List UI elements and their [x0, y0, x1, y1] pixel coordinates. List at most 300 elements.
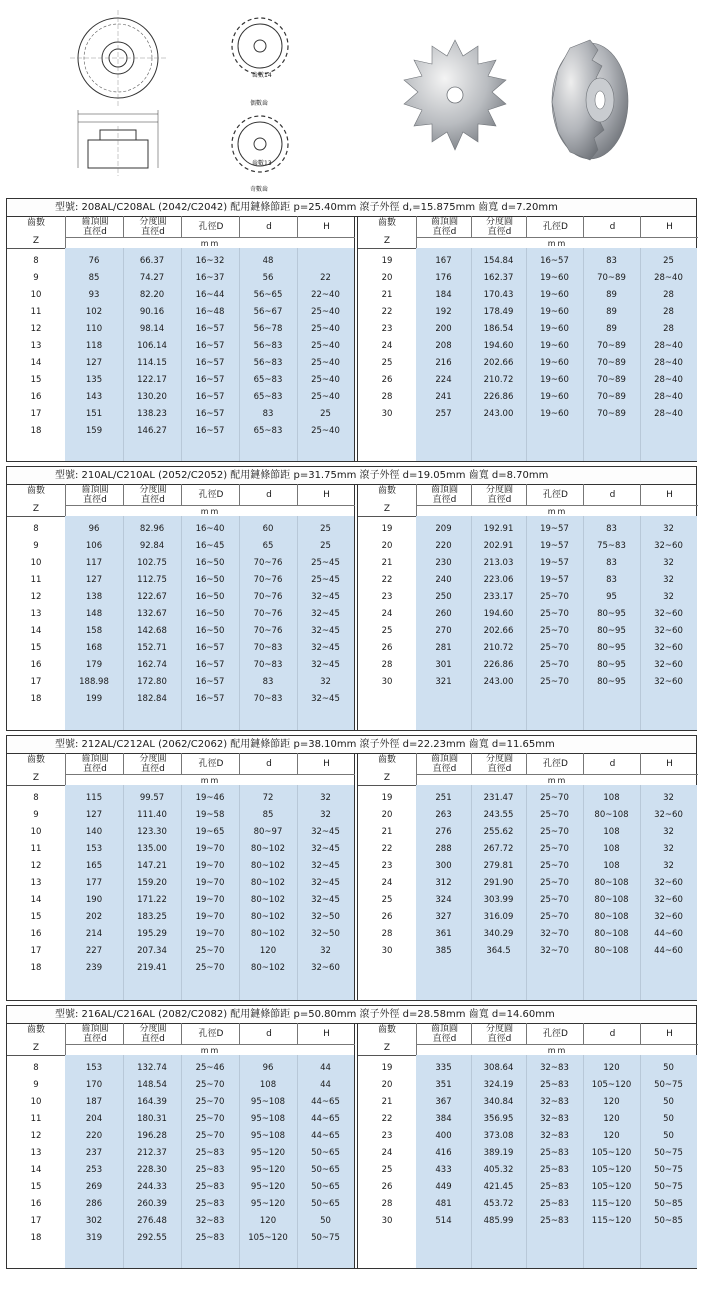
table-header — [7, 216, 354, 249]
table-row — [7, 606, 354, 623]
hub-h: 50~75 — [654, 1080, 683, 1090]
even-teeth-caption: 偶數齒 — [250, 100, 269, 107]
outer-diameter: 188.98 — [79, 677, 109, 687]
header-line: Z — [383, 1043, 391, 1053]
hub-d: 70~89 — [597, 375, 626, 385]
section-title: 型號: 216AL/C216AL (2082/C2082) 配用鏈條節距 p=50.80mm 滾子外徑 d=28.58mm 齒寬 d=14.60mm — [7, 1006, 696, 1024]
teeth-z: 14 — [30, 358, 42, 368]
teeth-header-text — [27, 755, 45, 783]
table-row — [358, 406, 697, 423]
hub-d: 105~120 — [248, 1233, 288, 1243]
pitch-diameter: 148.54 — [137, 1080, 167, 1090]
hub-h: 50 — [663, 1063, 674, 1073]
table-row — [358, 1162, 697, 1179]
sprocket-photo-side — [540, 36, 650, 166]
hub-d: 108 — [603, 861, 620, 871]
header-line: d — [266, 489, 272, 500]
bore-d: 25~83 — [195, 1148, 225, 1158]
pitch-diameter: 485.99 — [483, 1216, 514, 1226]
teeth-z: 13 — [30, 1148, 42, 1158]
header-line: 直徑d — [432, 494, 457, 505]
hub-d: 80~102 — [250, 895, 286, 905]
bore-header — [526, 216, 584, 237]
hub-h: 32 — [320, 793, 331, 803]
spec-table-section — [6, 735, 697, 1001]
bore-header — [181, 484, 240, 505]
hub-h: 32 — [663, 592, 674, 602]
teeth-z: 26 — [381, 643, 393, 653]
outer-diameter: 312 — [435, 878, 452, 888]
table-row — [358, 909, 697, 926]
hub-d: 65 — [262, 541, 274, 551]
table-row — [7, 372, 354, 389]
hub-h: 25 — [320, 524, 331, 534]
header-line: 分度圓 — [139, 1023, 167, 1034]
header-line: 孔徑D — [198, 1028, 224, 1039]
hub-d: 83 — [606, 575, 617, 585]
outer-diameter: 385 — [435, 946, 452, 956]
bore-d: 32~83 — [540, 1114, 569, 1124]
hub-d: 70~76 — [253, 575, 283, 585]
pitch-diameter: 135.00 — [137, 844, 167, 854]
teeth-z: 23 — [381, 592, 393, 602]
hub-h: 50 — [320, 1216, 331, 1226]
pitch-diameter: 219.41 — [137, 963, 167, 973]
outer-diameter: 208 — [435, 341, 452, 351]
header-line: 齒數 — [377, 755, 396, 765]
header-line: 孔徑D — [543, 221, 568, 232]
pitch-diameter: 171.22 — [137, 895, 167, 905]
pitch-diameter: 132.67 — [137, 609, 167, 619]
bore-d: 16~57 — [195, 358, 225, 368]
header-line: 直徑d — [141, 226, 165, 237]
table-row — [7, 1145, 354, 1162]
bore-d: 25~70 — [540, 912, 569, 922]
teeth-z: 22 — [381, 575, 393, 585]
outer-diameter: 351 — [435, 1080, 452, 1090]
outer-diameter: 153 — [85, 844, 103, 854]
table-row — [358, 892, 697, 909]
hub-h: 32~45 — [311, 626, 340, 636]
hub-h: 32 — [663, 793, 674, 803]
hub-d: 56~83 — [253, 358, 283, 368]
table-rows — [358, 1056, 697, 1230]
bore-d: 25~70 — [195, 963, 225, 973]
header-line: 孔徑D — [543, 1028, 568, 1039]
pitch-diameter-header — [471, 753, 527, 774]
header-illustrations — [0, 0, 707, 192]
teeth-z: 11 — [30, 575, 42, 585]
outer-diameter: 148 — [85, 609, 103, 619]
bore-d: 25~83 — [195, 1199, 225, 1209]
teeth-header — [358, 484, 416, 516]
pitch-diameter-header — [471, 1023, 527, 1044]
header-line: 孔徑D — [198, 221, 224, 232]
bore-d: 16~57 — [195, 375, 225, 385]
bore-d: 19~60 — [540, 324, 569, 334]
hub-d: 80~108 — [594, 912, 629, 922]
hub-h: 50~65 — [311, 1165, 340, 1175]
outer-diameter: 153 — [85, 1063, 103, 1073]
hub-d: 56~78 — [253, 324, 283, 334]
table-row — [7, 555, 354, 572]
d-header-text — [266, 222, 272, 232]
pitch-diameter: 170.43 — [483, 290, 514, 300]
header-line: d — [266, 1028, 272, 1039]
outer-diameter-header — [65, 753, 124, 774]
table-row — [7, 253, 354, 270]
hub-d: 80~108 — [594, 929, 629, 939]
hub-d: 75~83 — [597, 541, 626, 551]
outer-diameter-header — [416, 484, 472, 505]
header-line: d — [609, 221, 616, 232]
hub-h: 25 — [663, 256, 674, 266]
table-header — [7, 484, 354, 517]
teeth-z: 24 — [381, 1148, 393, 1158]
header-line: Z — [32, 773, 40, 783]
pitch-diameter: 180.31 — [137, 1114, 167, 1124]
header-line: H — [323, 1028, 330, 1039]
outer-diameter: 319 — [85, 1233, 103, 1243]
teeth-z: 19 — [381, 524, 393, 534]
h-header — [640, 484, 698, 505]
hub-d: 70~83 — [253, 694, 283, 704]
teeth-z: 9 — [33, 1080, 39, 1090]
outer-diameter: 200 — [435, 324, 452, 334]
hub-d: 120 — [259, 1216, 277, 1226]
pitch-diameter: 202.66 — [483, 626, 514, 636]
bore-d: 16~50 — [195, 575, 225, 585]
teeth-z: 15 — [30, 912, 42, 922]
bore-d: 25~70 — [195, 946, 225, 956]
table-row — [7, 960, 354, 977]
hub-h — [297, 253, 354, 270]
header-line: d — [609, 1028, 616, 1039]
teeth-z: 8 — [33, 524, 39, 534]
outer-diameter: 168 — [85, 643, 103, 653]
table-row — [358, 807, 697, 824]
bore-d: 16~48 — [195, 307, 225, 317]
hub-d: 56~65 — [253, 290, 283, 300]
pitch-diameter: 138.23 — [137, 409, 167, 419]
d-header — [239, 484, 298, 505]
pitch-diameter: 82.20 — [139, 290, 165, 300]
table-row — [358, 253, 697, 270]
pitch-diameter: 202.91 — [483, 541, 514, 551]
section-title: 型號: 210AL/C210AL (2052/C2052) 配用鏈條節距 p=31.75mm 滾子外徑 d=19.05mm 齒寬 d=8.70mm — [7, 467, 696, 485]
table-row — [7, 1111, 354, 1128]
hub-h: 32 — [663, 524, 674, 534]
header-line: 分度圓 — [139, 753, 167, 764]
hub-d: 72 — [262, 793, 274, 803]
hub-d: 95~120 — [250, 1165, 286, 1175]
pitch-diameter: 196.28 — [137, 1131, 167, 1141]
outer-diameter-header — [416, 216, 472, 237]
d-header — [239, 1023, 298, 1044]
bore-d: 16~50 — [195, 592, 225, 602]
header-line: H — [323, 758, 330, 769]
teeth-z: 8 — [33, 256, 39, 266]
hub-h: 32~45 — [311, 660, 340, 670]
bore-d: 16~57 — [195, 643, 225, 653]
table-row — [7, 270, 354, 287]
table-row — [358, 321, 697, 338]
d-header-text — [610, 222, 616, 232]
unit-label: mm — [65, 1044, 355, 1056]
header-line: 齒數 — [26, 755, 45, 765]
teeth-header-text — [378, 1025, 396, 1053]
pitch-diameter: 183.25 — [137, 912, 167, 922]
teeth-z: 10 — [30, 290, 42, 300]
header-line: 直徑d — [487, 763, 512, 774]
hub-h: 28 — [663, 324, 674, 334]
hub-d: 80~102 — [250, 929, 286, 939]
pitch-diameter: 207.34 — [137, 946, 167, 956]
header-line: d — [266, 221, 272, 232]
outer-diameter: 209 — [435, 524, 452, 534]
pitch-diameter: 194.60 — [483, 341, 514, 351]
hub-d: 70~76 — [253, 626, 283, 636]
table-row — [7, 909, 354, 926]
header-line: 齒數 — [26, 1025, 45, 1035]
hub-d: 70~76 — [253, 592, 283, 602]
hub-d: 105~120 — [591, 1080, 632, 1090]
teeth-z: 23 — [381, 861, 393, 871]
header-line: 孔徑D — [198, 758, 224, 769]
outer-diameter: 76 — [88, 256, 100, 266]
header-line: 齒頂圓 — [430, 1023, 458, 1034]
table-row — [7, 640, 354, 657]
bore-header — [526, 1023, 584, 1044]
teeth-z: 17 — [30, 1216, 42, 1226]
bore-d: 25~70 — [540, 660, 569, 670]
hub-h: 25 — [320, 541, 331, 551]
outer-diameter: 177 — [85, 878, 103, 888]
left-half-table — [7, 1023, 355, 1268]
bore-header — [526, 484, 584, 505]
h-header-text — [323, 490, 330, 500]
header-line: 直徑d — [432, 226, 457, 237]
hub-d: 95~108 — [250, 1131, 286, 1141]
hub-d: 80~95 — [597, 660, 626, 670]
hub-h: 28~40 — [654, 358, 683, 368]
right-half-table — [357, 216, 697, 461]
table-row — [7, 841, 354, 858]
teeth-header — [7, 484, 65, 516]
hub-d: 85 — [262, 810, 274, 820]
teeth-z: 11 — [30, 844, 42, 854]
d-header-text — [610, 1029, 616, 1039]
pitch-diameter: 98.14 — [139, 324, 165, 334]
bore-d: 16~50 — [195, 558, 225, 568]
pitch-diameter: 231.47 — [483, 793, 514, 803]
hub-d: 80~102 — [250, 861, 286, 871]
bore-d: 19~46 — [195, 793, 225, 803]
hub-h: 50 — [663, 1097, 674, 1107]
bore-d: 25~83 — [540, 1199, 569, 1209]
h-header-text — [666, 490, 673, 500]
teeth-z: 23 — [381, 1131, 393, 1141]
hub-d: 70~83 — [253, 643, 283, 653]
teeth-z: 12 — [30, 324, 42, 334]
hub-h: 50~65 — [311, 1148, 340, 1158]
pitch-diameter: 106.14 — [137, 341, 167, 351]
hub-h: 44~65 — [311, 1097, 340, 1107]
header-line: 孔徑D — [543, 489, 568, 500]
header-line: d — [609, 489, 616, 500]
teeth-z: 28 — [381, 929, 393, 939]
header-line: 分度圓 — [485, 484, 513, 495]
bore-d: 19~70 — [195, 878, 225, 888]
left-half-table — [7, 216, 355, 461]
pitch-diameter: 244.33 — [137, 1182, 167, 1192]
bore-d: 19~60 — [540, 409, 569, 419]
table-row — [7, 824, 354, 841]
header-line: 齒頂圓 — [430, 753, 458, 764]
table-row — [358, 372, 697, 389]
hub-h: 32~60 — [654, 912, 683, 922]
teeth-header — [358, 753, 416, 785]
bore-d: 19~60 — [540, 375, 569, 385]
teeth-z: 28 — [381, 392, 393, 402]
hub-d: 70~76 — [253, 558, 283, 568]
header-line: 直徑d — [432, 1033, 457, 1044]
outer-diameter-header-text — [431, 754, 458, 774]
table-row — [7, 674, 354, 691]
hub-h: 50~65 — [311, 1199, 340, 1209]
h-header — [640, 753, 698, 774]
bore-d: 19~70 — [195, 895, 225, 905]
outer-diameter: 257 — [435, 409, 452, 419]
hub-h: 25 — [320, 409, 331, 419]
hub-d: 105~120 — [591, 1148, 632, 1158]
pitch-diameter: 226.86 — [483, 660, 514, 670]
table-row — [7, 790, 354, 807]
bore-d: 16~57 — [195, 409, 225, 419]
bore-header-text — [199, 222, 224, 232]
outer-diameter: 106 — [85, 541, 103, 551]
pitch-diameter: 164.39 — [137, 1097, 167, 1107]
outer-diameter-header-text — [81, 217, 108, 237]
outer-diameter: 216 — [435, 358, 452, 368]
teeth-z: 21 — [381, 1097, 393, 1107]
table-row — [358, 943, 697, 960]
hub-d: 115~120 — [591, 1199, 632, 1209]
header-line: 直徑d — [432, 763, 457, 774]
header-line: 直徑d — [487, 1033, 512, 1044]
pitch-diameter: 228.30 — [137, 1165, 167, 1175]
right-half-table — [357, 484, 697, 730]
teeth-z: 10 — [30, 558, 42, 568]
teeth-z: 25 — [381, 358, 393, 368]
outer-diameter: 250 — [435, 592, 452, 602]
pitch-diameter: 213.03 — [483, 558, 514, 568]
teeth-z: 22 — [381, 844, 393, 854]
outer-diameter: 102 — [85, 307, 103, 317]
teeth-z: 16 — [30, 929, 42, 939]
h-header-text — [323, 1029, 330, 1039]
pitch-diameter: 405.32 — [483, 1165, 514, 1175]
teeth-z: 17 — [30, 946, 42, 956]
table-row — [358, 1077, 697, 1094]
table-row — [7, 389, 354, 406]
outer-diameter: 481 — [435, 1199, 452, 1209]
hub-h: 25~40 — [311, 426, 340, 436]
bore-d: 25~70 — [540, 895, 569, 905]
outer-diameter: 96 — [88, 524, 100, 534]
unit-label: mm — [65, 237, 355, 249]
hub-d: 80~97 — [253, 827, 283, 837]
hub-d: 70~83 — [253, 660, 283, 670]
hub-d: 105~120 — [591, 1182, 632, 1192]
teeth-z: 12 — [30, 1131, 42, 1141]
hub-d: 95~108 — [250, 1097, 286, 1107]
unit-label: mm — [416, 237, 698, 249]
table-row — [7, 1196, 354, 1213]
hub-h: 32~60 — [311, 963, 340, 973]
table-rows — [7, 786, 354, 977]
outer-diameter: 167 — [435, 256, 452, 266]
outer-diameter: 187 — [85, 1097, 103, 1107]
teeth-z: 24 — [381, 609, 393, 619]
pitch-diameter: 92.84 — [139, 541, 165, 551]
section-title: 型號: 212AL/C212AL (2062/C2062) 配用鏈條節距 p=38.10mm 滾子外徑 d=22.23mm 齒寬 d=11.65mm — [7, 736, 696, 754]
teeth-z: 20 — [381, 541, 393, 551]
spec-table-section — [6, 1005, 697, 1269]
hub-d: 108 — [259, 1080, 277, 1090]
outer-diameter: 170 — [85, 1080, 103, 1090]
teeth-header-text — [27, 218, 45, 246]
hub-h: 22 — [320, 273, 331, 283]
bore-d: 16~50 — [195, 609, 225, 619]
teeth-z: 13 — [30, 609, 42, 619]
header-line: d — [266, 758, 272, 769]
hub-h: 28~40 — [654, 409, 683, 419]
pitch-diameter-header — [123, 216, 182, 237]
outer-diameter: 240 — [435, 575, 452, 585]
bore-d: 32~83 — [195, 1216, 225, 1226]
header-line: Z — [383, 773, 391, 783]
pitch-diameter: 308.64 — [483, 1063, 514, 1073]
table-row — [358, 640, 697, 657]
header-line: H — [666, 1028, 673, 1039]
hub-d: 96 — [262, 1063, 274, 1073]
hub-h: 32~50 — [311, 912, 340, 922]
header-line: 直徑d — [83, 763, 107, 774]
bore-d: 25~83 — [195, 1165, 225, 1175]
outer-diameter: 117 — [85, 558, 103, 568]
table-row — [358, 606, 697, 623]
even-teeth-label: 齒數14 — [252, 72, 272, 79]
unit-label: mm — [416, 774, 698, 786]
table-rows — [358, 517, 697, 691]
teeth-header — [7, 216, 65, 248]
table-row — [358, 1145, 697, 1162]
hub-d: 95~120 — [250, 1199, 286, 1209]
hub-h: 28 — [663, 307, 674, 317]
outer-diameter: 302 — [85, 1216, 103, 1226]
hub-d: 80~102 — [250, 878, 286, 888]
outer-diameter: 288 — [435, 844, 452, 854]
unit-label: mm — [416, 1044, 698, 1056]
bore-d: 25~83 — [540, 1165, 569, 1175]
pitch-diameter: 182.84 — [137, 694, 167, 704]
hub-h: 25~40 — [311, 324, 340, 334]
table-header — [358, 216, 697, 249]
outer-diameter: 138 — [85, 592, 103, 602]
hub-h: 25~40 — [311, 392, 340, 402]
hub-h: 32~60 — [654, 541, 683, 551]
